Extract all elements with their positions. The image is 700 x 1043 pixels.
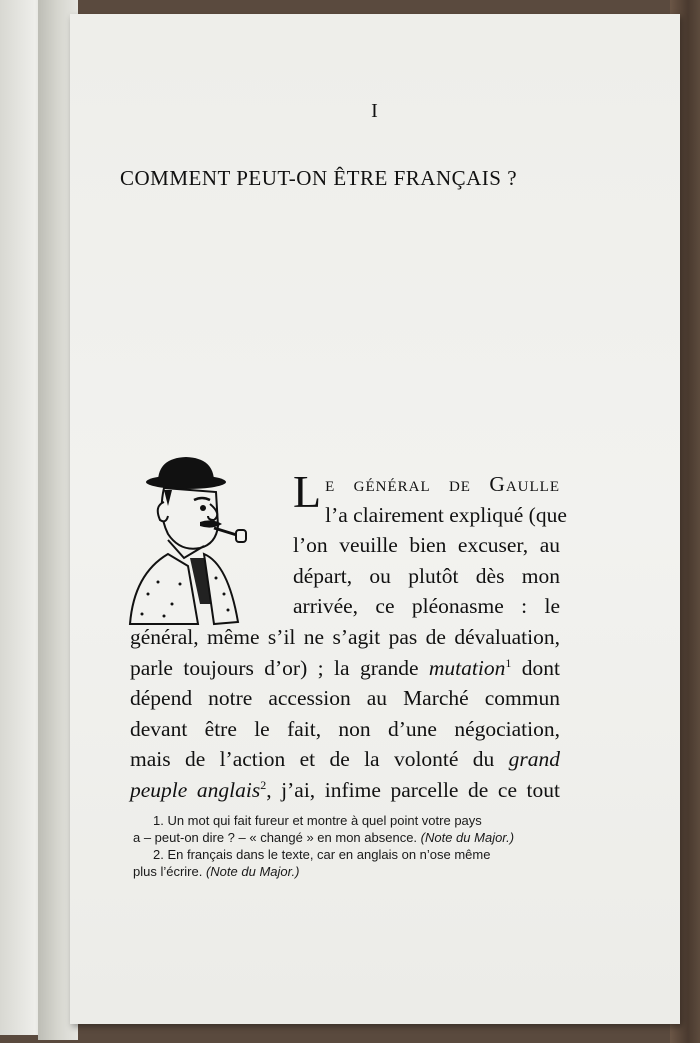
chapter-title: COMMENT PEUT-ON ÊTRE FRANÇAIS ? [120,166,518,190]
footnotes [133,812,573,880]
text-line: mais de l’action et de la volonté du grand [130,747,560,772]
text-line: peuple anglais$^2$, j’ai, infime parcelle de ce tout [130,777,561,802]
footnote-1-line: a – peut-on dire ? – « changé » en mon absence. (Note du Major.) [133,830,515,845]
text-line: arrivée, ce pléonasme : le [293,594,560,619]
footnote-ref: 1 [505,655,512,670]
footnote-1-line: 1. Un mot qui fait fureur et montre à quel point votre pays [153,813,482,828]
text-line: départ, ou plutôt dès mon [293,563,560,588]
text-line: devant être le fait, non d’une négociation, [130,716,560,741]
text-line: général, même s’il ne s’agit pas de dévaluation, [130,624,560,649]
book-page [70,14,680,1024]
chapter-number: I [371,100,379,122]
text-line: dépend notre accession au Marché commun [130,686,560,711]
footnote-2-line: 2. En français dans le texte, car en anglais on n’ose même [153,847,491,862]
drop-cap: L [293,466,322,517]
text-line: l’on veuille bien excuser, au [293,533,560,558]
footnote-ref: 2 [260,777,267,792]
text-line: l’a clairement expliqué (que [325,502,567,527]
text-line: parle toujours d’or) ; la grande mutation$^1$ dont [130,655,560,680]
body-paragraph [130,466,567,806]
footnote-2-line: plus l’écrire. (Note du Major.) [133,864,300,879]
text-line: Le général de Gaulle [293,466,560,517]
